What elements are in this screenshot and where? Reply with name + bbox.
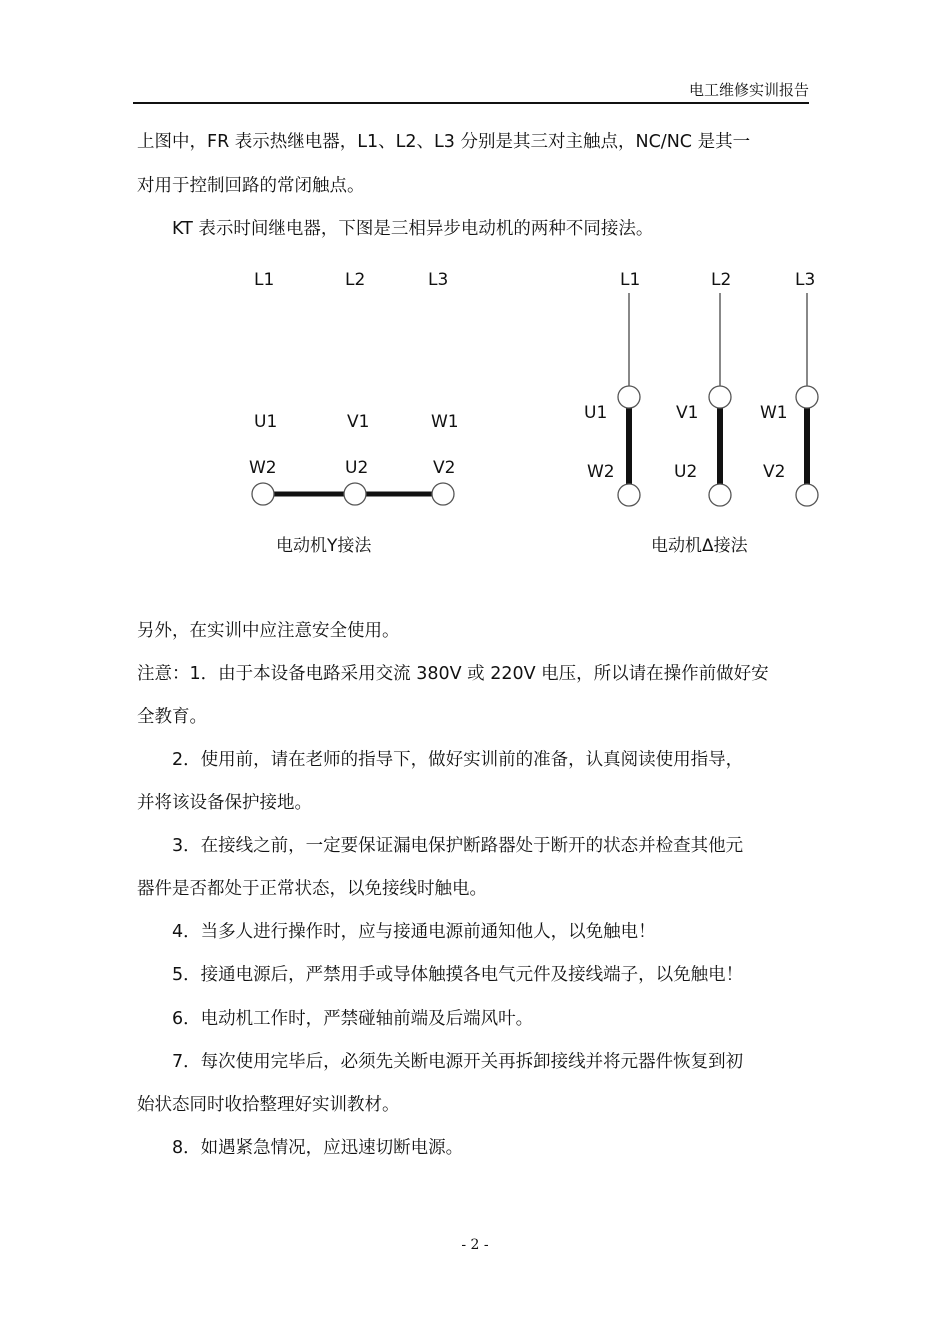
- terminal-circle: [618, 484, 640, 506]
- y-caption: 电动机Y接法: [276, 536, 372, 556]
- note-line: 5．接通电源后，严禁用手或导体触摸各电气元件及接线端子，以免触电！: [172, 965, 744, 985]
- y-supply-label: L3: [428, 270, 449, 290]
- delta-terminal-label: U2: [674, 462, 698, 482]
- terminal-circle: [796, 484, 818, 506]
- note-line: 全教育。: [137, 707, 207, 727]
- y-terminal-label: W2: [249, 458, 277, 478]
- note-line: 8．如遇紧急情况，应迅速切断电源。: [172, 1138, 464, 1158]
- note-line: 始状态同时收拾整理好实训教材。: [137, 1095, 400, 1115]
- terminal-circle: [618, 386, 640, 408]
- terminal-circle: [252, 483, 274, 505]
- delta-terminal-label: V2: [763, 462, 786, 482]
- note-line: 6．电动机工作时，严禁碰轴前端及后端风叶。: [172, 1009, 534, 1029]
- delta-supply-label: L1: [620, 270, 641, 290]
- y-supply-label: L1: [254, 270, 275, 290]
- y-supply-label: L2: [345, 270, 366, 290]
- y-terminal-label: U2: [345, 458, 369, 478]
- delta-supply-label: L2: [711, 270, 732, 290]
- terminal-circle: [344, 483, 366, 505]
- terminal-circle: [796, 386, 818, 408]
- delta-supply-label: L3: [795, 270, 816, 290]
- note-line: 3．在接线之前，一定要保证漏电保护断路器处于断开的状态并检查其他元: [172, 836, 744, 856]
- terminal-circle: [432, 483, 454, 505]
- delta-terminal-label: W1: [760, 403, 788, 423]
- delta-connection-diagram: [584, 270, 818, 556]
- paragraph-line: 上图中，FR 表示热继电器，L1、L2、L3 分别是其三对主触点，NC/NC 是其一: [137, 132, 751, 152]
- note-line: 2．使用前，请在老师的指导下，做好实训前的准备，认真阅读使用指导，: [172, 750, 744, 770]
- note-line: 并将该设备保护接地。: [137, 793, 312, 813]
- delta-terminal-label: V1: [676, 403, 699, 423]
- y-connection-diagram: [249, 270, 459, 556]
- paragraph-line: 另外，在实训中应注意安全使用。: [137, 621, 400, 641]
- y-terminal-label: U1: [254, 412, 278, 432]
- paragraph-line: 对用于控制回路的常闭触点。: [137, 176, 365, 196]
- paragraph-line: KT 表示时间继电器，下图是三相异步电动机的两种不同接法。: [172, 219, 654, 239]
- note-line: 器件是否都处于正常状态，以免接线时触电。: [137, 879, 487, 899]
- delta-terminal-label: W2: [587, 462, 615, 482]
- motor-wiring-diagrams: [0, 0, 950, 600]
- note-line: 4．当多人进行操作时，应与接通电源前通知他人，以免触电！: [172, 922, 656, 942]
- terminal-circle: [709, 386, 731, 408]
- terminal-circle: [709, 484, 731, 506]
- y-terminal-label: W1: [431, 412, 459, 432]
- y-terminal-label: V2: [433, 458, 456, 478]
- delta-terminal-label: U1: [584, 403, 608, 423]
- delta-caption: 电动机Δ接法: [651, 536, 748, 556]
- header-title: 电工维修实训报告: [688, 81, 809, 99]
- note-line: 注意：1．由于本设备电路采用交流 380V 或 220V 电压，所以请在操作前做好安: [137, 664, 769, 684]
- note-line: 7．每次使用完毕后，必须先关断电源开关再拆卸接线并将元器件恢复到初: [172, 1052, 744, 1072]
- page-number: - 2 -: [461, 1237, 489, 1253]
- y-terminal-label: V1: [347, 412, 370, 432]
